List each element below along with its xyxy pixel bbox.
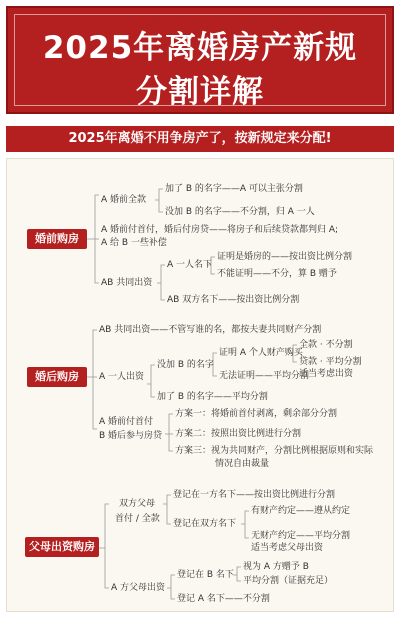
node-add-b-post: 加了 B 的名字——平均分割 <box>157 392 268 402</box>
section-badge-postmarital: 婚后购房 <box>27 367 87 387</box>
section-badge-parents: 父母出资购房 <box>25 537 99 557</box>
node-prove-personal: 证明 A 个人财产购买 <box>219 348 303 358</box>
node-full-pay: A 婚前全款 <box>101 195 147 205</box>
title-banner <box>6 6 394 114</box>
node-plan3-line1: 方案三：视为共同财产，分割比例根据原则和实际 <box>175 446 374 456</box>
page-title-line1: 2025年离婚房产新规 <box>42 30 358 66</box>
subtitle-bar: 2025年离婚不用争房产了，按新规定来分配! <box>6 126 394 152</box>
node-a-parents: A 方父母出资 <box>111 583 166 593</box>
node-down-pay-line2: A 给 B 一些补偿 <box>101 238 167 248</box>
node-prove-marriage: 证明是婚房的——按出资比例分割 <box>217 252 353 262</box>
node-down-pay-line1: A 婚前付首付，婚后付房贷——将房子和后续贷款都判归 A; <box>101 225 339 235</box>
node-loan-line1: 贷款 · 平均分割 <box>299 357 362 367</box>
mindmap-panel <box>6 158 394 612</box>
node-no-add-b: 没加 B 的名字——不分割，归 A 一人 <box>165 207 315 217</box>
node-a-fund: A 一人出资 <box>99 372 145 382</box>
node-a-alone: A 一人名下 <box>167 260 213 270</box>
node-add-b: 加了 B 的名字——A 可以主张分割 <box>165 184 303 194</box>
node-both-parents-line2: 首付 / 全款 <box>115 514 160 524</box>
node-has-agreement: 有财产约定——遵从约定 <box>251 506 351 516</box>
node-mixed-line2: B 婚后参与房贷 <box>99 431 163 441</box>
node-full-pay-post: 全款 · 不分割 <box>299 340 353 350</box>
node-no-agreement-line1: 无财产约定——平均分割 <box>251 531 351 541</box>
node-gift-b: 视为 A 方赠予 B <box>243 562 309 572</box>
node-equal-split: 平均分割（证据充足） <box>243 576 334 586</box>
node-cannot-prove: 不能证明——不分，算 B 赠予 <box>217 269 337 279</box>
node-no-add-b-post: 没加 B 的名字 <box>157 360 214 370</box>
node-both-parents-line1: 双方父母 <box>119 499 156 509</box>
node-plan1: 方案一：将婚前首付剥离，剩余部分分割 <box>175 409 338 419</box>
node-reg-a: 登记 A 名下——不分割 <box>177 594 270 604</box>
page-title-line2: 分割详解 <box>136 74 264 110</box>
node-plan3-line2: 情况自由裁量 <box>215 459 270 469</box>
node-both-names: AB 双方名下——按出资比例分割 <box>167 295 300 305</box>
node-plan2: 方案二：按照出资比例进行分割 <box>175 429 302 439</box>
node-mixed-line1: A 婚前付首付 <box>99 417 154 427</box>
node-joint-fund-post: AB 共同出资——不管写谁的名，都按夫妻共同财产分割 <box>99 325 322 335</box>
node-loan-line2: 适当考虑出资 <box>299 369 354 379</box>
node-no-agreement-line2: 适当考虑父母出资 <box>251 543 324 553</box>
node-joint-fund: AB 共同出资 <box>101 278 153 288</box>
node-cannot-prove-post: 无法证明——平均分割 <box>219 371 310 381</box>
node-reg-b: 登记在 B 名下 <box>177 570 234 580</box>
node-reg-one: 登记在一方名下——按出资比例进行分割 <box>173 490 336 500</box>
node-reg-both: 登记在双方名下 <box>173 519 237 529</box>
section-badge-premarital: 婚前购房 <box>27 229 87 249</box>
